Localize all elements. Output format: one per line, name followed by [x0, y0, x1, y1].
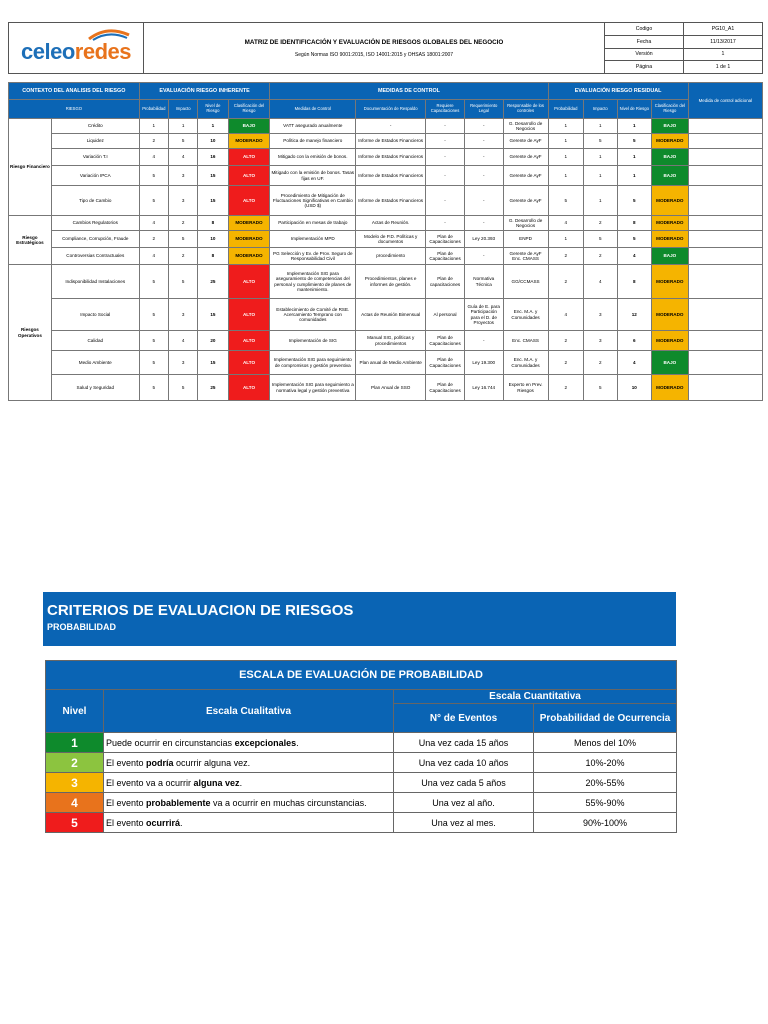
calificacion-cell: MODERADO: [228, 248, 270, 265]
column-header-medidas: Medidas de Control: [270, 100, 356, 119]
calificacion-residual-cell: MODERADO: [652, 299, 689, 331]
column-header-legal: Requerimiento Legal: [464, 100, 503, 119]
documentacion-cell: Modelo de P.D. Políticas y documentos: [356, 231, 426, 248]
risk-row: [9, 134, 763, 149]
probabilidad-cell: 5: [139, 331, 168, 351]
calificacion-residual-cell: MODERADO: [652, 331, 689, 351]
nivel-residual-cell: 12: [617, 299, 652, 331]
scale-text-post: .: [180, 817, 183, 828]
riesgo-cell: Compliance, Corrupción, Fraude: [51, 231, 139, 248]
scale-text-emphasis: ocurrirá: [146, 817, 181, 828]
impacto-residual-cell: 3: [584, 299, 617, 331]
impacto-cell: 4: [168, 149, 197, 166]
group-header-contexto: CONTEXTO DEL ANALISIS DEL RIESGO: [9, 83, 140, 100]
capacitaciones-cell: Plan de Capacitaciones: [426, 248, 465, 265]
scale-eventos-cell: Una vez cada 10 años: [394, 753, 534, 773]
riesgo-cell: Variación IPCA: [51, 166, 139, 186]
documentacion-cell: Actas de Reunión.: [356, 216, 426, 231]
risk-row: [9, 265, 763, 299]
requerimiento-legal-cell: -: [464, 149, 503, 166]
responsable-cell: ENPD: [503, 231, 548, 248]
column-header-capacitaciones: Requiere Capacitaciones: [426, 100, 465, 119]
risk-row: [9, 331, 763, 351]
impacto-cell: 2: [168, 216, 197, 231]
risk-category-cell: Riesgos Operativos: [9, 265, 52, 401]
probabilidad-cell: 5: [139, 299, 168, 331]
group-header-adicional: Medida de control adicional: [688, 83, 762, 119]
calificacion-cell: MODERADO: [228, 134, 270, 149]
impacto-cell: 3: [168, 299, 197, 331]
risk-category-cell: Riesgo Estratégicos: [9, 216, 52, 265]
scale-text-post: ocurrir alguna vez.: [173, 757, 251, 768]
riesgo-cell: Controversias Contractuales: [51, 248, 139, 265]
group-header-residual: EVALUACIÓN RIESGO RESIDUAL: [548, 83, 688, 100]
medida-adicional-cell: [688, 248, 762, 265]
calificacion-residual-cell: MODERADO: [652, 134, 689, 149]
riesgo-cell: Salud y Seguridad: [51, 375, 139, 401]
probabilidad-residual-cell: 1: [548, 149, 584, 166]
responsable-cell: Enc. CMASS: [503, 331, 548, 351]
capacitaciones-cell: -: [426, 119, 465, 134]
impacto-cell: 3: [168, 186, 197, 216]
documentacion-cell: Informe de Estados Financieros: [356, 134, 426, 149]
scale-text-pre: Puede ocurrir en circunstancias: [106, 737, 235, 748]
documentacion-cell: Procedimientos, planes e informes de gestión.: [356, 265, 426, 299]
medida-adicional-cell: [688, 166, 762, 186]
probabilidad-residual-cell: 2: [548, 265, 584, 299]
scale-text-post: va a ocurrir en muchas circunstancias.: [210, 797, 367, 808]
probabilidad-cell: 5: [139, 186, 168, 216]
probabilidad-residual-cell: 4: [548, 299, 584, 331]
impacto-cell: 4: [168, 331, 197, 351]
riesgo-cell: Cambios Regulatorios: [51, 216, 139, 231]
risk-row: [9, 231, 763, 248]
scale-text-emphasis: excepcionales: [234, 737, 297, 748]
nivel-residual-cell: 5: [617, 134, 652, 149]
scale-header-cualitativa: Escala Cualitativa: [104, 690, 394, 733]
probabilidad-residual-cell: 5: [548, 186, 584, 216]
medida-control-cell: Implementación SIG para aseguramiento de competencias del personal y cumplimiento de planes de mantenimiento.: [270, 265, 356, 299]
column-header-impacto: Impacto: [168, 100, 197, 119]
column-header-responsable: Responsable de los controles: [503, 100, 548, 119]
responsable-cell: Gerente de AyF Enc. CMASS: [503, 248, 548, 265]
requerimiento-legal-cell: -: [464, 216, 503, 231]
probabilidad-cell: 5: [139, 351, 168, 375]
responsable-cell: G. Desarrollo de Negocios: [503, 216, 548, 231]
calificacion-cell: ALTO: [228, 149, 270, 166]
requerimiento-legal-cell: -: [464, 166, 503, 186]
capacitaciones-cell: -: [426, 149, 465, 166]
nivel-residual-cell: 1: [617, 166, 652, 186]
documentacion-cell: Actas de Reunión Bimensual: [356, 299, 426, 331]
risk-row: [9, 149, 763, 166]
column-header-impacto-residual: Impacto: [584, 100, 617, 119]
riesgo-cell: Crédito: [51, 119, 139, 134]
impacto-residual-cell: 1: [584, 119, 617, 134]
impacto-residual-cell: 5: [584, 231, 617, 248]
nivel-cell: 20: [198, 331, 228, 351]
column-header-probabilidad: Probabilidad: [139, 100, 168, 119]
impacto-residual-cell: 5: [584, 375, 617, 401]
scale-probabilidad-cell: 55%-90%: [534, 793, 677, 813]
column-header-calificacion-residual: Clasificación del Riesgo: [652, 100, 689, 119]
column-header-documentacion: Documentación de Respaldo: [356, 100, 426, 119]
scale-row: [46, 733, 677, 753]
impacto-cell: 5: [168, 134, 197, 149]
scale-eventos-cell: Una vez cada 15 años: [394, 733, 534, 753]
nivel-cell: 15: [198, 299, 228, 331]
impacto-cell: 2: [168, 248, 197, 265]
probability-scale-table: [45, 660, 676, 833]
scale-probabilidad-cell: Menos del 10%: [534, 733, 677, 753]
risk-row: [9, 351, 763, 375]
scale-cualitativa-cell: [104, 733, 394, 753]
probabilidad-cell: 1: [139, 119, 168, 134]
documentacion-cell: Plan Anual de SSO: [356, 375, 426, 401]
column-header-nivel: Nivel de Riesgo: [198, 100, 228, 119]
impacto-residual-cell: 1: [584, 186, 617, 216]
probabilidad-cell: 4: [139, 248, 168, 265]
nivel-cell: 8: [198, 216, 228, 231]
probabilidad-residual-cell: 2: [548, 248, 584, 265]
scale-row: [46, 773, 677, 793]
scale-text-pre: El evento: [106, 757, 147, 768]
risk-category-cell: Riesgo Financiero: [9, 119, 52, 216]
field-value: 1 de 1: [684, 61, 763, 74]
medida-control-cell: Participación en mesas de trabajo: [270, 216, 356, 231]
scale-cualitativa-cell: [104, 813, 394, 833]
riesgo-cell: Medio Ambiente: [51, 351, 139, 375]
responsable-cell: Enc. M.A. y Comunidades: [503, 299, 548, 331]
impacto-residual-cell: 2: [584, 216, 617, 231]
probabilidad-residual-cell: 1: [548, 119, 584, 134]
impacto-cell: 3: [168, 351, 197, 375]
capacitaciones-cell: Plan de Capacitaciones: [426, 375, 465, 401]
calificacion-residual-cell: BAJO: [652, 248, 689, 265]
field-label: Fecha: [605, 35, 684, 48]
medida-control-cell: Implementación de SIG: [270, 331, 356, 351]
documentacion-cell: procedimiento: [356, 248, 426, 265]
requerimiento-legal-cell: -: [464, 331, 503, 351]
riesgo-cell: Impacto Social: [51, 299, 139, 331]
calificacion-residual-cell: BAJO: [652, 166, 689, 186]
documentacion-cell: Informe de Estados Financieros: [356, 149, 426, 166]
requerimiento-legal-cell: Ley 20.393: [464, 231, 503, 248]
documentacion-cell: -: [356, 119, 426, 134]
scale-row: [46, 753, 677, 773]
scale-row: [46, 813, 677, 833]
responsable-cell: GG/CCMASS: [503, 265, 548, 299]
nivel-residual-cell: 1: [617, 149, 652, 166]
medida-adicional-cell: [688, 134, 762, 149]
scale-cualitativa-cell: [104, 753, 394, 773]
capacitaciones-cell: -: [426, 186, 465, 216]
documentacion-cell: Plan anual de Medio Ambiente: [356, 351, 426, 375]
scale-text-pre: El evento: [106, 797, 147, 808]
impacto-cell: 5: [168, 375, 197, 401]
column-header-riesgo: RIESGO: [9, 100, 140, 119]
scale-text-emphasis: alguna vez: [193, 777, 240, 788]
capacitaciones-cell: -: [426, 166, 465, 186]
medida-control-cell: Implementación MPD: [270, 231, 356, 248]
scale-probabilidad-cell: 20%-55%: [534, 773, 677, 793]
capacitaciones-cell: Al personal: [426, 299, 465, 331]
riesgo-cell: Indisponibilidad Instalaciones: [51, 265, 139, 299]
documentacion-cell: Informe de Estados Financieros: [356, 186, 426, 216]
requerimiento-legal-cell: Normativa Técnica: [464, 265, 503, 299]
medida-control-cell: Política de manejo financiero: [270, 134, 356, 149]
responsable-cell: Gerente de AyF: [503, 134, 548, 149]
scale-eventos-cell: Una vez al mes.: [394, 813, 534, 833]
risk-row: [9, 119, 763, 134]
impacto-residual-cell: 2: [584, 351, 617, 375]
responsable-cell: Experto en Prev. Riesgos: [503, 375, 548, 401]
risk-row: [9, 375, 763, 401]
scale-cualitativa-cell: [104, 793, 394, 813]
probabilidad-residual-cell: 1: [548, 231, 584, 248]
probabilidad-cell: 5: [139, 375, 168, 401]
nivel-residual-cell: 8: [617, 265, 652, 299]
capacitaciones-cell: -: [426, 216, 465, 231]
scale-level-cell: 1: [46, 733, 104, 753]
riesgo-cell: Tipo de Cambio: [51, 186, 139, 216]
requerimiento-legal-cell: -: [464, 134, 503, 149]
probabilidad-residual-cell: 2: [548, 375, 584, 401]
medida-adicional-cell: [688, 331, 762, 351]
impacto-cell: 5: [168, 265, 197, 299]
probabilidad-residual-cell: 2: [548, 351, 584, 375]
scale-text-emphasis: podría: [146, 757, 174, 768]
scale-probabilidad-cell: 10%-20%: [534, 753, 677, 773]
calificacion-residual-cell: BAJO: [652, 119, 689, 134]
field-label: Página: [605, 61, 684, 74]
medida-adicional-cell: [688, 119, 762, 134]
medida-control-cell: Mitigado con la emisión de bonos.: [270, 149, 356, 166]
responsable-cell: Gerente de AyF: [503, 166, 548, 186]
company-logo: celeoredes: [21, 39, 131, 64]
column-header-probabilidad-residual: Probabilidad: [548, 100, 584, 119]
medida-control-cell: Establecimiento de Comité de RSE. Acercamiento Temprano con comunidades: [270, 299, 356, 331]
scale-row: [46, 793, 677, 813]
risk-row: [9, 166, 763, 186]
column-header-nivel-residual: Nivel de Riesgo: [617, 100, 652, 119]
calificacion-residual-cell: MODERADO: [652, 186, 689, 216]
risk-matrix: [8, 82, 763, 401]
scale-header-cuantitativa: Escala Cuantitativa: [394, 690, 677, 704]
criterios-subtitle: PROBABILIDAD: [47, 622, 116, 632]
nivel-cell: 10: [198, 231, 228, 248]
risk-row: [9, 186, 763, 216]
nivel-cell: 16: [198, 149, 228, 166]
calificacion-residual-cell: BAJO: [652, 149, 689, 166]
probabilidad-residual-cell: 4: [548, 216, 584, 231]
nivel-residual-cell: 4: [617, 351, 652, 375]
nivel-cell: 1: [198, 119, 228, 134]
medida-adicional-cell: [688, 216, 762, 231]
risk-row: [9, 248, 763, 265]
capacitaciones-cell: -: [426, 134, 465, 149]
documentacion-cell: Manual SIG, políticas y procedimientos: [356, 331, 426, 351]
impacto-residual-cell: 1: [584, 149, 617, 166]
probabilidad-cell: 5: [139, 265, 168, 299]
riesgo-cell: Calidad: [51, 331, 139, 351]
impacto-residual-cell: 1: [584, 166, 617, 186]
medida-adicional-cell: [688, 299, 762, 331]
document-title-cell: [144, 23, 605, 74]
calificacion-cell: ALTO: [228, 186, 270, 216]
impacto-residual-cell: 4: [584, 265, 617, 299]
scale-level-cell: 2: [46, 753, 104, 773]
calificacion-cell: ALTO: [228, 351, 270, 375]
probabilidad-cell: 4: [139, 216, 168, 231]
nivel-cell: 15: [198, 351, 228, 375]
requerimiento-legal-cell: Ley 16.744: [464, 375, 503, 401]
scale-header-probabilidad: Probabilidad de Ocurrencia: [534, 704, 677, 733]
medida-control-cell: Procedimiento de Mitigación de Fluctuaciones Significativas en Cambio (USD $): [270, 186, 356, 216]
probabilidad-cell: 5: [139, 166, 168, 186]
impacto-cell: 3: [168, 166, 197, 186]
scale-text-emphasis: probablemente: [146, 797, 211, 808]
calificacion-cell: ALTO: [228, 166, 270, 186]
responsable-cell: Enc. M.A. y Comunidades: [503, 351, 548, 375]
nivel-residual-cell: 1: [617, 119, 652, 134]
medida-adicional-cell: [688, 351, 762, 375]
logo-cell: [9, 23, 144, 74]
probabilidad-residual-cell: 1: [548, 134, 584, 149]
risk-matrix-body: [9, 119, 763, 401]
scale-probabilidad-cell: 90%-100%: [534, 813, 677, 833]
scale-text-post: .: [239, 777, 243, 788]
nivel-residual-cell: 10: [617, 375, 652, 401]
responsable-cell: Gerente de AyF: [503, 149, 548, 166]
nivel-residual-cell: 4: [617, 248, 652, 265]
impacto-cell: 1: [168, 119, 197, 134]
requerimiento-legal-cell: -: [464, 119, 503, 134]
calificacion-residual-cell: MODERADO: [652, 231, 689, 248]
capacitaciones-cell: Plan de capacitaciones: [426, 265, 465, 299]
medida-adicional-cell: [688, 265, 762, 299]
scale-eventos-cell: Una vez cada 5 años: [394, 773, 534, 793]
calificacion-cell: BAJO: [228, 119, 270, 134]
impacto-residual-cell: 3: [584, 331, 617, 351]
capacitaciones-cell: Plan de Capacitaciones: [426, 231, 465, 248]
nivel-cell: 15: [198, 186, 228, 216]
requerimiento-legal-cell: -: [464, 186, 503, 216]
field-label: Versión: [605, 48, 684, 61]
riesgo-cell: Liquidez: [51, 134, 139, 149]
requerimiento-legal-cell: -: [464, 248, 503, 265]
scale-eventos-cell: Una vez al año.: [394, 793, 534, 813]
responsable-cell: G. Desarrollo de Negocios: [503, 119, 548, 134]
document-title: MATRIZ DE IDENTIFICACIÓN Y EVALUACIÓN DE RIESGOS GLOBALES DEL NEGOCIO: [244, 38, 504, 46]
calificacion-residual-cell: MODERADO: [652, 265, 689, 299]
scale-level-cell: 5: [46, 813, 104, 833]
scale-text-pre: El evento: [106, 817, 147, 828]
probabilidad-residual-cell: 1: [548, 166, 584, 186]
criterios-title: CRITERIOS DE EVALUACION DE RIESGOS: [47, 602, 354, 619]
nivel-residual-cell: 8: [617, 216, 652, 231]
probability-scale-body: [46, 733, 677, 833]
medida-control-cell: VATT asegurado anualmente: [270, 119, 356, 134]
nivel-cell: 8: [198, 248, 228, 265]
probabilidad-residual-cell: 2: [548, 331, 584, 351]
medida-adicional-cell: [688, 375, 762, 401]
criterios-banner: [43, 592, 676, 646]
impacto-residual-cell: 2: [584, 248, 617, 265]
impacto-cell: 5: [168, 231, 197, 248]
nivel-residual-cell: 5: [617, 186, 652, 216]
medida-adicional-cell: [688, 186, 762, 216]
scale-title: ESCALA DE EVALUACIÓN DE PROBABILIDAD: [46, 661, 677, 690]
nivel-cell: 15: [198, 166, 228, 186]
nivel-residual-cell: 5: [617, 231, 652, 248]
requerimiento-legal-cell: Guía de E. para Participación para el D. de Proyectos: [464, 299, 503, 331]
group-header-inherente: EVALUACIÓN RIESGO INHERENTE: [139, 83, 270, 100]
scale-cualitativa-cell: [104, 773, 394, 793]
calificacion-cell: ALTO: [228, 265, 270, 299]
scale-level-cell: 3: [46, 773, 104, 793]
scale-level-cell: 4: [46, 793, 104, 813]
document-subtitle: Según Normas ISO 9001:2015, ISO 14001:2015 y OHSAS 18001:2007: [294, 51, 454, 58]
probabilidad-cell: 4: [139, 149, 168, 166]
riesgo-cell: Variación T.I: [51, 149, 139, 166]
capacitaciones-cell: Plan de Capacitaciones: [426, 351, 465, 375]
calificacion-cell: MODERADO: [228, 216, 270, 231]
medida-control-cell: Implementación SIG para seguimiento a normativa legal y gestión preventiva: [270, 375, 356, 401]
medida-control-cell: Implementación SIG para seguimiento de compromisos y gestión preventiva: [270, 351, 356, 375]
group-header-medidas: MEDIDAS DE CONTROL: [270, 83, 548, 100]
risk-row: [9, 216, 763, 231]
nivel-cell: 25: [198, 265, 228, 299]
capacitaciones-cell: Plan de Capacitaciones: [426, 331, 465, 351]
scale-header-eventos: N° de Eventos: [394, 704, 534, 733]
requerimiento-legal-cell: Ley 19.300: [464, 351, 503, 375]
impacto-residual-cell: 5: [584, 134, 617, 149]
nivel-cell: 25: [198, 375, 228, 401]
risk-row: [9, 299, 763, 331]
field-value: PG10_A1: [684, 23, 763, 36]
field-label: Codigo: [605, 23, 684, 36]
nivel-cell: 10: [198, 134, 228, 149]
scale-text-pre: El evento va a ocurrir: [106, 777, 194, 788]
probabilidad-cell: 2: [139, 134, 168, 149]
calificacion-cell: ALTO: [228, 375, 270, 401]
field-value: 11/13/2017: [684, 35, 763, 48]
responsable-cell: Gerente de AyF: [503, 186, 548, 216]
calificacion-residual-cell: MODERADO: [652, 375, 689, 401]
document-header: [8, 22, 763, 74]
calificacion-cell: ALTO: [228, 299, 270, 331]
calificacion-cell: ALTO: [228, 331, 270, 351]
calificacion-residual-cell: BAJO: [652, 351, 689, 375]
scale-header-nivel: Nivel: [46, 690, 104, 733]
scale-text-post: .: [296, 737, 299, 748]
documentacion-cell: Informe de Estados Financieros: [356, 166, 426, 186]
field-value: 1: [684, 48, 763, 61]
calificacion-cell: MODERADO: [228, 231, 270, 248]
probabilidad-cell: 2: [139, 231, 168, 248]
medida-adicional-cell: [688, 231, 762, 248]
medida-adicional-cell: [688, 149, 762, 166]
medida-control-cell: Mitigado con la emisión de bonos. Tasas fijas en UF.: [270, 166, 356, 186]
column-header-calificacion: Clasificación del Riesgo: [228, 100, 270, 119]
medida-control-cell: PG Selección y Ev. de Prov. Seguro de Responsabilidad Civil: [270, 248, 356, 265]
calificacion-residual-cell: MODERADO: [652, 216, 689, 231]
nivel-residual-cell: 6: [617, 331, 652, 351]
